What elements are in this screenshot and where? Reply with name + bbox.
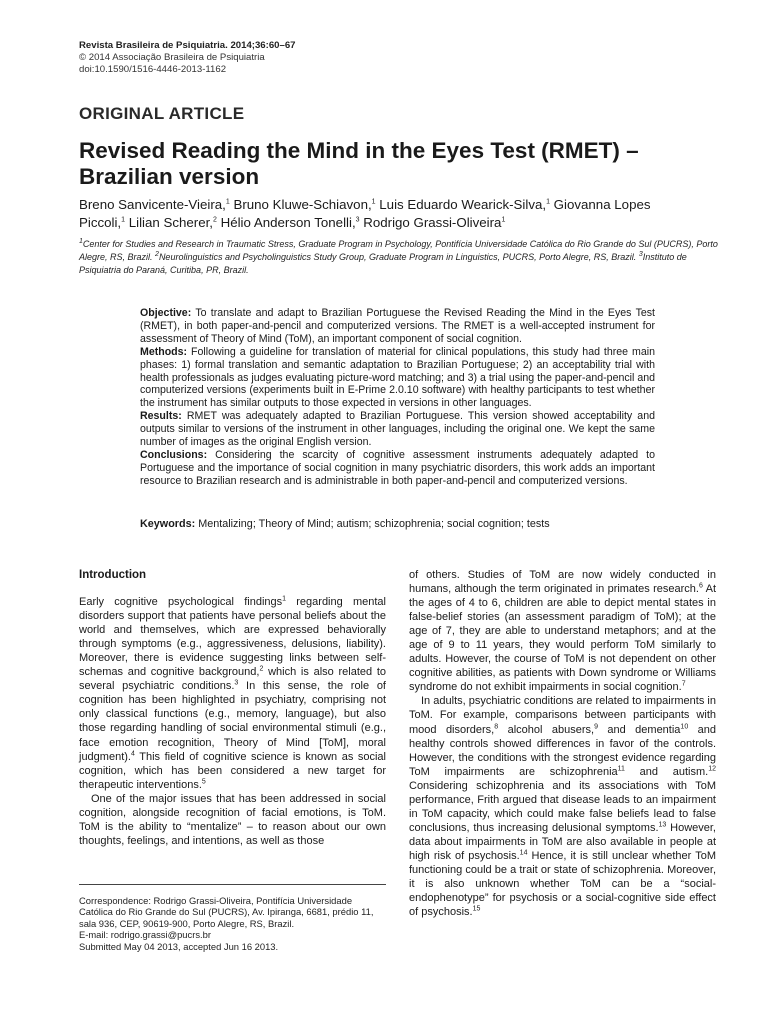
body-text: and healthy controls showed differences in favor of the controls. However, the conditions with the strongest evidence regarding ToM impairments are schizophrenia [409, 723, 716, 778]
journal-citation: Revista Brasileira de Psiquiatria. 2014;36:60–67 [79, 40, 296, 51]
correspondence-footnote [79, 884, 386, 952]
abstract-section [140, 449, 655, 488]
author-name: Giovanna Lopes Piccoli, [79, 197, 651, 230]
abstract-section [140, 307, 655, 346]
copyright-line: © 2014 Associação Brasileira de Psiquiatria [79, 52, 265, 63]
body-paragraph [79, 792, 386, 848]
citation-mark: 4 [130, 749, 135, 757]
affiliation-number: 2 [155, 251, 159, 258]
abstract-section-label: Results: [140, 410, 182, 423]
citation-mark: 5 [201, 778, 206, 785]
introduction-heading: Introduction [79, 569, 147, 581]
author-name: Breno Sanvicente-Vieira, [79, 197, 226, 212]
correspondence-text: Correspondence: Rodrigo Grassi-Oliveira, Pontifícia Universidade Católica do Rio Grande do Sul (PUCRS), Av. Ipiranga, 6681, prédio 11, sala 936, CEP, 90619-900, Porto Alegre, RS, Brazil. [79, 895, 374, 929]
citation-mark: 12 [708, 765, 716, 772]
keywords-text: Mentalizing; Theory of Mind; autism; schizophrenia; social cognition; tests [198, 518, 550, 530]
author-name: Lilian Scherer, [128, 215, 213, 230]
body-paragraph [409, 568, 716, 694]
author-name: Luis Eduardo Wearick-Silva, [379, 197, 547, 212]
author-affiliation-mark: 1 [371, 198, 376, 206]
body-text: regarding mental disorders support that patients have personal beliefs about the world and themselves, which are expressed behaviorally through symptoms (e.g., aggressiveness, delusions, liability). Moreover, there is evidence suggesting links between self-schemas and cognitive background, [79, 596, 386, 679]
author-affiliation-mark: 1 [121, 216, 126, 224]
author-name: Bruno Kluwe-Schiavon, [233, 197, 372, 212]
abstract-section-label: Conclusions: [140, 448, 208, 461]
affiliation-number: 1 [79, 238, 83, 245]
abstract-section [140, 410, 655, 449]
body-text: This field of cognitive science is known as social cognition, which has been considered a new target for therapeutic interventions. [79, 750, 386, 791]
abstract-box [140, 307, 655, 488]
body-text: Considering schizophrenia and its associations with ToM performance, Frith argued that disease leads to an impairment in ToM capacity, which could make false beliefs lead to false conclusions, thus increasing delusional symptoms. [409, 779, 716, 834]
citation-mark: 1 [282, 595, 287, 603]
body-paragraph [409, 694, 716, 919]
affiliation-text: Instituto de Psiquiatria do Paraná, Curitiba, PR, Brazil. [79, 252, 687, 275]
body-text: In adults, psychiatric conditions are related to impairments in ToM. For example, comparisons between participants with mood disorders, [409, 695, 716, 736]
correspondence-email: E-mail: rodrigo.grassi@pucrs.br [79, 929, 211, 941]
abstract-section-text: To translate and adapt to Brazilian Portuguese the Revised Reading the Mind in the Eyes Test (RMET), in both paper-and-pencil and computerized versions. The RMET is a well-accepted instrument for assessment of Theory of Mind (ToM), an important component of social cognition. [140, 307, 655, 345]
citation-mark: 8 [494, 722, 499, 730]
affiliation-text: Center for Studies and Research in Traumatic Stress, Graduate Program in Psychology, Pontifícia Universidade Católica do Rio Grande do Sul (PUCRS), Porto Alegre, RS, Brazil. [79, 239, 718, 262]
affiliation-text: Neurolinguistics and Psycholinguistics Study Group, Graduate Program in Linguistics, PUCRS, Porto Alegre, RS, Brazil. [158, 252, 639, 262]
journal-header [79, 40, 296, 76]
author-affiliation-mark: 1 [546, 198, 550, 206]
body-text: Early cognitive psychological findings [79, 596, 283, 609]
body-text: and dementia [597, 723, 681, 736]
left-column [79, 568, 386, 848]
citation-mark: 13 [658, 821, 667, 829]
body-text: Hence, it is still unclear whether ToM functioning could be a trait or state of schizophrenia. Moreover, it is also unknown whether ToM can be a “social-endophenotype” for psychosis or a social-cognitive side effect of psychosis. [409, 849, 716, 919]
citation-mark: 14 [519, 849, 528, 857]
author-list [79, 196, 689, 232]
abstract-section-label: Methods: [140, 345, 188, 358]
article-title: Revised Reading the Mind in the Eyes Test (RMET) – Brazilian version [79, 138, 639, 189]
author-name: Hélio Anderson Tonelli, [220, 215, 356, 230]
body-text: At the ages of 4 to 6, children are able to depict mental states in false-belief stories (an assessment paradigm of ToM); at the age of 7, they are able to understand metaphors; and at the age of 9 to 11 years, they would perform ToM similarly to adults. However, the course of ToM is not dependent on other cognitive abilities, as patients with Down syndrome or Williams syndrome do not exhibit impairments in social cognition. [409, 583, 716, 694]
affiliations [79, 238, 719, 277]
section-label: ORIGINAL ARTICLE [79, 104, 245, 123]
body-text: alcohol abusers, [498, 723, 595, 736]
doi-line: doi:10.1590/1516-4446-2013-1162 [79, 64, 227, 75]
citation-mark: 9 [594, 722, 598, 730]
keywords-line [140, 518, 655, 530]
citation-mark: 15 [472, 905, 481, 913]
citation-mark: 7 [681, 680, 686, 688]
body-text: which is also related to several psychiatric conditions. [79, 666, 386, 693]
body-text: However, data about impairments in ToM are also available in people at high risk of psychosis. [409, 821, 716, 862]
citation-mark: 2 [259, 665, 264, 673]
abstract-section-text: Considering the scarcity of cognitive assessment instruments adequately adapted to Portuguese and the importance of social cognition in many psychiatric disorders, this work adds an important resource to Brazilian research and is administrable in both paper-and-pencil and computerized versions. [140, 448, 655, 487]
citation-mark: 10 [680, 722, 689, 730]
author-name: Rodrigo Grassi-Oliveira [363, 215, 502, 230]
citation-mark: 11 [617, 765, 625, 772]
right-column [409, 568, 716, 919]
body-paragraph [79, 595, 386, 792]
author-affiliation-mark: 1 [225, 198, 230, 206]
affiliation-number: 3 [638, 251, 643, 258]
author-affiliation-mark: 3 [355, 216, 360, 224]
body-text: of others. Studies of ToM are now widely conducted in humans, although the term originated in primates research. [409, 569, 716, 596]
author-affiliation-mark: 2 [213, 216, 217, 224]
keywords-label: Keywords: [140, 518, 196, 530]
body-text: One of the major issues that has been addressed in social cognition, alongside recognition of facial emotions, is ToM. ToM is the ability to “mentalize” – to reason about our own thoughts, feelings, and intentions, as well as those [79, 792, 386, 847]
body-text: In this sense, the role of cognition has been highlighted in psychiatry, comprising not only classical functions (e.g., memory, language), but also those regarding handling of social environmental stimuli (e.g., face emotion recognition, Theory of Mind [ToM], moral judgment). [79, 680, 386, 763]
citation-mark: 3 [234, 679, 239, 687]
body-text: and autism. [624, 765, 709, 778]
abstract-section-text: RMET was adequately adapted to Brazilian Portuguese. This version showed acceptability and outputs similar to versions of the instrument in other languages, including the original one. We kept the same number of images as the original English version. [140, 410, 655, 449]
author-affiliation-mark: 1 [501, 216, 506, 224]
abstract-section-label: Objective: [140, 307, 192, 319]
abstract-section-text: Following a guideline for translation of material for clinical populations, this study had three main phases: 1) formal translation and semantic adaptation to Brazilian Portuguese; 2) an acceptability trial with health professionals as judges evaluating picture-word matching; and 3) a trial using the paper-and-pencil and computerized versions (experiments built in E-Prime 2.0.10 software) with healthy participants to test whether the instrument has similar outputs to those expected in versions in other languages. [140, 345, 655, 410]
abstract-section [140, 346, 655, 411]
citation-mark: 6 [698, 582, 703, 590]
submission-dates: Submitted May 04 2013, accepted Jun 16 2013. [79, 940, 279, 952]
